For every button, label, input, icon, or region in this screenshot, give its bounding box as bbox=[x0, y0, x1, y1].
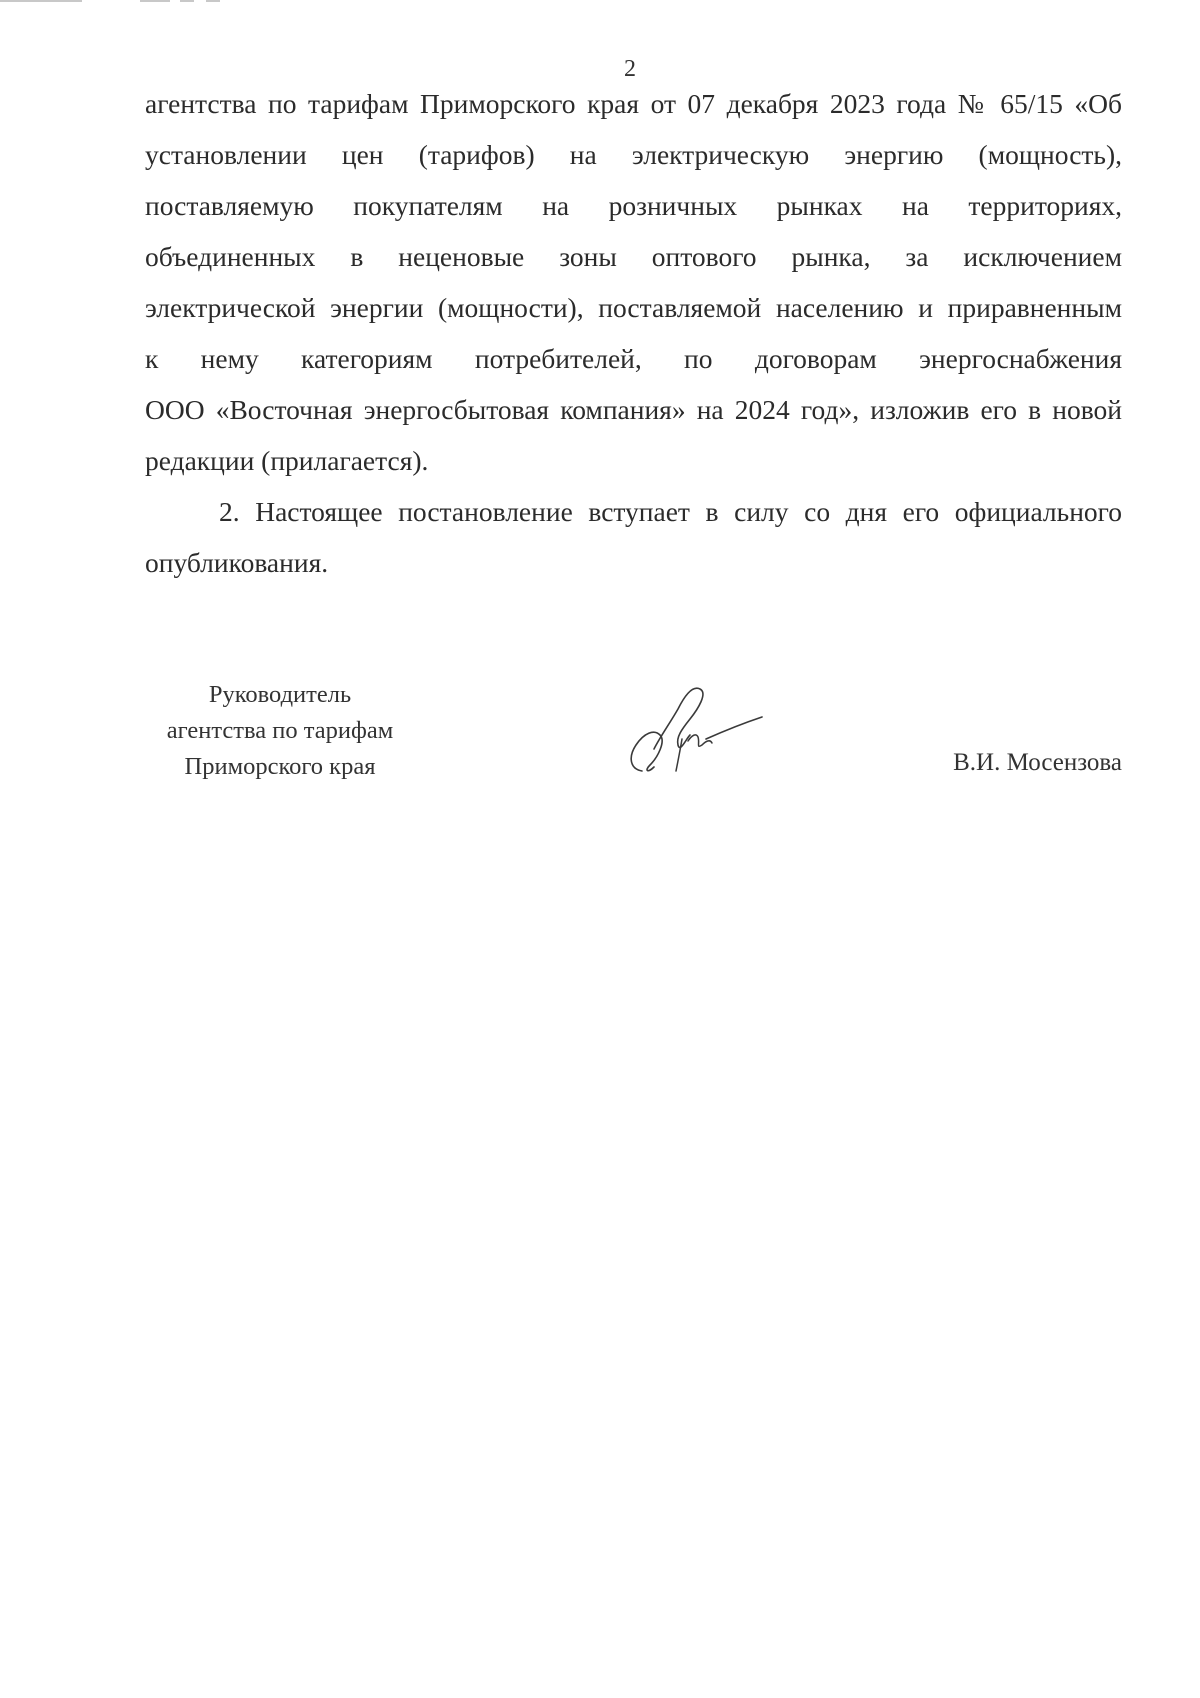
page-number: 2 bbox=[624, 56, 636, 82]
paragraph-1-line: установлении цен (тарифов) на электрическую энергию (мощность), bbox=[145, 139, 1122, 170]
paragraph-1-line: к нему категориям потребителей, по договорам энергоснабжения bbox=[145, 343, 1122, 374]
scan-artifact bbox=[0, 0, 82, 2]
paragraph-2-line: 2. Настоящее постановление вступает в силу со дня его официального bbox=[219, 496, 1122, 527]
paragraph-1-line: агентства по тарифам Приморского края от 07 декабря 2023 года № 65/15 «Об bbox=[145, 88, 1122, 119]
paragraph-1-line: электрической энергии (мощности), поставляемой населению и приравненным bbox=[145, 292, 1122, 323]
paragraph-1-line: поставляемую покупателям на розничных рынках на территориях, bbox=[145, 190, 1122, 221]
paragraph-1-line: редакции (прилагается). bbox=[145, 445, 429, 476]
scan-artifact bbox=[206, 0, 220, 2]
position-line: агентства по тарифам bbox=[166, 717, 394, 744]
scan-artifact bbox=[180, 0, 194, 2]
handwritten-signature bbox=[620, 679, 770, 779]
position-line: Руководитель bbox=[208, 681, 352, 708]
signer-position bbox=[145, 677, 415, 785]
signer-name: В.И. Мосензова bbox=[953, 749, 1122, 776]
paragraph-1-line: объединенных в неценовые зоны оптового рынка, за исключением bbox=[145, 241, 1122, 272]
position-line: Приморского края bbox=[184, 753, 376, 780]
document-body bbox=[145, 78, 1122, 588]
paragraph-1-line: ООО «Восточная энергосбытовая компания» на 2024 год», изложив его в новой bbox=[145, 394, 1122, 425]
paragraph-2-line: опубликования. bbox=[145, 547, 329, 578]
scan-artifact bbox=[140, 0, 170, 2]
signature-block bbox=[145, 677, 1122, 807]
